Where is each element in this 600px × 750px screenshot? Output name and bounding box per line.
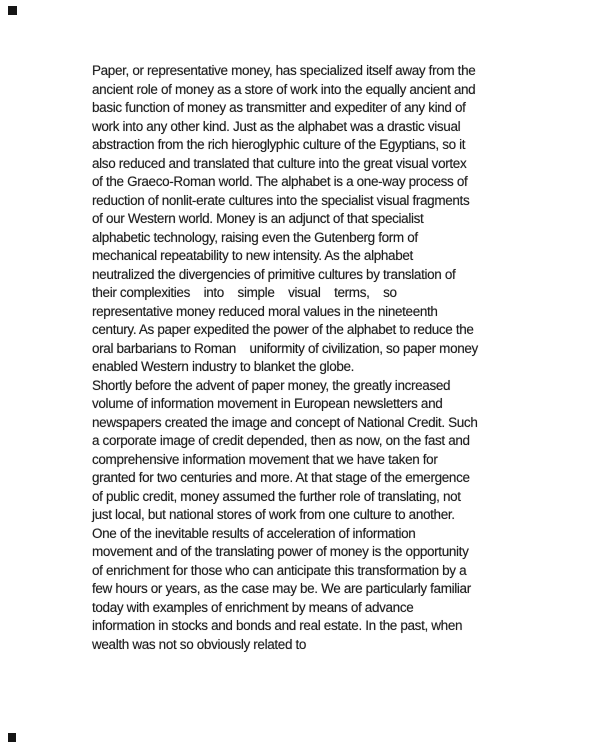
text-line: mechanical repeatability to new intensity. As the alphabet: [92, 248, 413, 263]
scan-registration-mark-icon: [8, 6, 17, 15]
text-line: abstraction from the rich hieroglyphic culture of the Egyptians, so it: [92, 137, 466, 152]
text-line: their complexities into simple visual terms, so: [92, 285, 397, 300]
text-line: of enrichment for those who can anticipate this transformation by a: [92, 562, 467, 578]
text-line: alphabetic technology, raising even the Gutenberg form of: [92, 229, 418, 245]
text-line: information in stocks and bonds and real estate. In the past, when: [92, 618, 463, 633]
text-line: today with examples of enrichment by means of advance: [92, 599, 414, 615]
text-line: reduction of nonlit-erate cultures into the specialist visual fragments: [92, 192, 470, 208]
text-line: newspapers created the image and concept of National Credit. Such: [92, 414, 478, 430]
text-line: representative money reduced moral values in the nineteenth: [92, 303, 438, 319]
text-line: of public credit, money assumed the further role of translating, not: [92, 488, 461, 504]
text-line: basic function of money as transmitter and expediter of any kind of: [92, 100, 466, 115]
text-line: volume of information movement in European newsletters and: [92, 396, 443, 411]
scan-registration-mark-icon: [8, 733, 16, 742]
text-line: a corporate image of credit depended, then as now, on the fast and: [92, 433, 470, 448]
text-line: neutralized the divergencies of primitive cultures by translation of: [92, 266, 456, 282]
text-line: also reduced and translated that culture into the great visual vortex: [92, 155, 467, 171]
text-line: movement and of the translating power of money is the opportunity: [92, 544, 469, 559]
text-line: century. As paper expedited the power of the alphabet to reduce the: [92, 322, 474, 337]
text-line: of our Western world. Money is an adjunct of that specialist: [92, 211, 424, 226]
text-line: comprehensive information movement that we have taken for: [92, 451, 438, 467]
text-line: oral barbarians to Roman uniformity of civilization, so paper money: [92, 340, 478, 356]
text-line: One of the inevitable results of acceleration of information: [92, 525, 416, 541]
text-line: enabled Western industry to blanket the globe.: [92, 359, 355, 374]
text-line: of the Graeco-Roman world. The alphabet is a one-way process of: [92, 174, 468, 189]
body-text: [92, 62, 522, 654]
text-line: just local, but national stores of work from one culture to another.: [92, 507, 455, 522]
text-line: granted for two centuries and more. At that stage of the emergence: [92, 470, 470, 485]
text-line: few hours or years, as the case may be. We are particularly familiar: [92, 581, 471, 596]
text-line: work into any other kind. Just as the alphabet was a drastic visual: [92, 118, 461, 134]
text-line: ancient role of money as a store of work into the equally ancient and: [92, 81, 476, 97]
text-line: wealth was not so obviously related to: [92, 636, 307, 652]
text-line: Shortly before the advent of paper money, the greatly increased: [92, 377, 451, 393]
text-line: Paper, or representative money, has specialized itself away from the: [92, 63, 476, 78]
